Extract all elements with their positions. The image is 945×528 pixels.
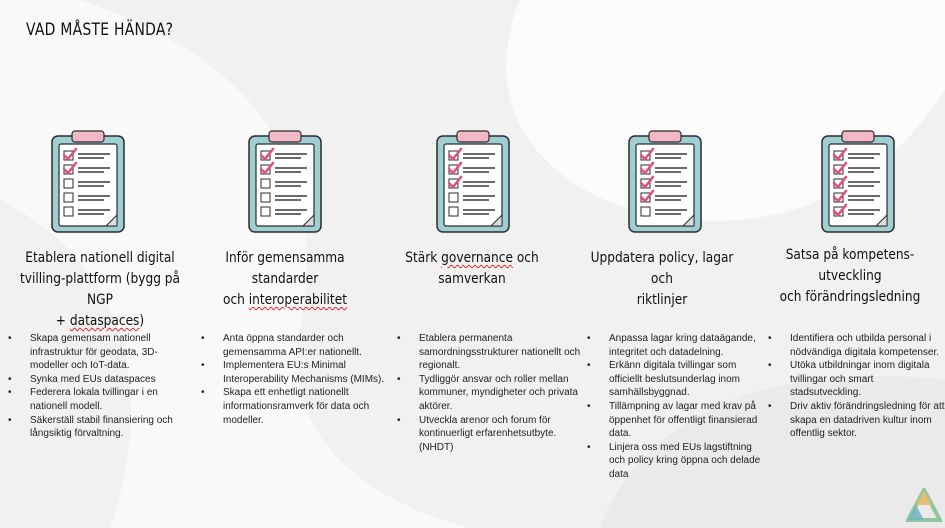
heading-line: Inför gemensamma standarder [225, 250, 345, 287]
heading-squiggle-word: interoperabilitet [248, 292, 347, 308]
list-item: • Skapa gemensam nationell infrastruktur för geodata, 3D-modeller och IoT-data. [8, 332, 180, 373]
list-item: • Federera lokala tvillingar i en nationell modell. [8, 386, 180, 413]
bullet-list [768, 332, 945, 441]
heading-line: och förändringsledning [779, 289, 921, 305]
list-item: • Skapa ett enhetligt nationellt informationsramverk för data och modeller. [201, 386, 386, 427]
triangle-logo-icon [906, 488, 942, 522]
clipboard-checklist-icon [247, 130, 323, 234]
clipboard-checklist-icon [627, 130, 703, 234]
column-heading [578, 248, 746, 311]
list-item: • Implementera EU:s Minimal Interoperability Mechanisms (MIMs). [201, 359, 386, 386]
heading-line: samverkan [438, 271, 506, 287]
heading-line: Stärk [405, 250, 442, 266]
list-item: • Säkerställ stabil finansiering och långsiktig förvaltning. [8, 414, 180, 441]
clipboard-checklist-icon [820, 130, 896, 234]
list-item: • Identifiera och utbilda personal i nödvändiga digitala kompetenser. [768, 332, 945, 359]
heading-line: riktlinjer [636, 292, 688, 308]
column-heading [766, 245, 934, 308]
bullet-list [201, 332, 386, 427]
list-item: • Synka med EUs dataspaces [8, 373, 180, 387]
heading-line: Etablera nationell digital [25, 250, 175, 266]
list-item: • Anpassa lagar kring dataägande, integritet och datadelning. [587, 332, 767, 359]
heading-squiggle-word: dataspaces [69, 313, 140, 329]
list-item: • Erkänn digitala tvillingar som officiellt beslutsunderlag inom samhällsbyggnad. [587, 359, 767, 400]
column-heading [388, 248, 556, 290]
bullet-list [8, 332, 180, 441]
heading-line: Satsa på kompetens-utveckling [785, 247, 915, 284]
list-item: • Utöka utbildningar inom digitala tvillingar och smart stadsutveckling. [768, 359, 945, 400]
list-item: • Etablera permanenta samordningsstrukturer nationellt och regionalt. [397, 332, 585, 373]
list-item: • Tydliggör ansvar och roller mellan kommuner, myndigheter och privata aktörer. [397, 373, 585, 414]
list-item: • Utveckla arenor och forum för kontinuerligt erfarenhetsutbyte. (NHDT) [397, 414, 585, 455]
clipboard-checklist-icon [435, 130, 511, 234]
heading-line: Uppdatera policy, lagar och [590, 250, 734, 287]
column-heading [193, 248, 378, 311]
heading-squiggle-word: governance [441, 250, 513, 266]
column-heading [8, 248, 193, 332]
heading-line: + [55, 313, 70, 329]
heading-tail: ) [139, 313, 145, 329]
heading-line: tvilling-plattform (bygg på NGP [20, 271, 180, 308]
bullet-list [587, 332, 767, 482]
heading-tail: och [512, 250, 539, 266]
page-title: VAD MÅSTE HÄNDA? [26, 20, 174, 40]
clipboard-checklist-icon [50, 130, 126, 234]
heading-line: och [223, 292, 249, 308]
list-item: • Linjera oss med EUs lagstiftning och policy kring öppna och delade data [587, 441, 767, 482]
list-item: • Tillämpning av lagar med krav på öppenhet för offentligt finansierad data. [587, 400, 767, 441]
bullet-list [397, 332, 585, 454]
list-item: • Driv aktiv förändringsledning för att skapa en datadriven kultur inom offentlig sektor. [768, 400, 945, 441]
list-item: • Anta öppna standarder och gemensamma API:er nationellt. [201, 332, 386, 359]
